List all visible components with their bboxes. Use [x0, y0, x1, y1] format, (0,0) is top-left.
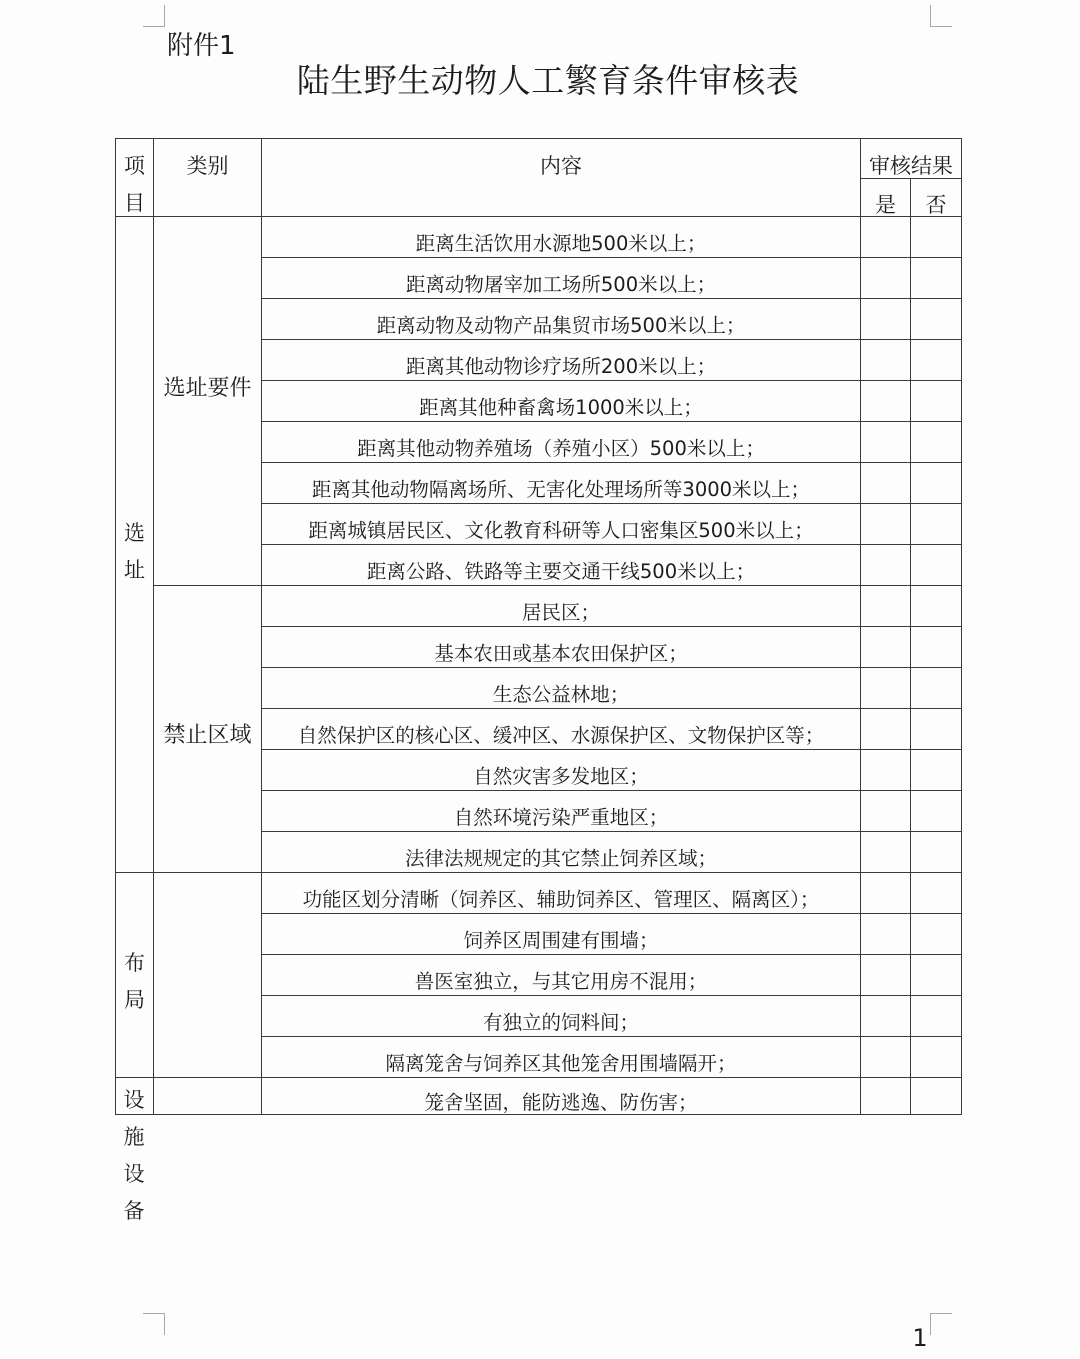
result-no-cell [911, 299, 962, 340]
result-no-cell [911, 381, 962, 422]
item-text-cell [262, 545, 861, 586]
result-no-cell [911, 914, 962, 955]
header-content-cell [262, 139, 861, 217]
result-no-cell [911, 873, 962, 914]
item-text-cell [262, 422, 861, 463]
item-text-cell [262, 832, 861, 873]
result-no-cell [911, 340, 962, 381]
result-no-cell [911, 545, 962, 586]
item-text-cell [262, 1078, 861, 1115]
item-text: 生态公益林地； [492, 683, 630, 706]
header-result-label: 审核结果 [869, 153, 953, 178]
result-yes-cell [861, 381, 911, 422]
item-text: 法律法规规定的其它禁止饲养区域； [404, 847, 717, 870]
result-yes-cell [861, 258, 911, 299]
item-text-cell [262, 258, 861, 299]
item-text-cell [262, 586, 861, 627]
crop-mark-top-right [930, 5, 952, 27]
result-yes-cell [861, 709, 911, 750]
item-text-cell [262, 340, 861, 381]
result-yes-cell [861, 914, 911, 955]
result-no-cell [911, 996, 962, 1037]
item-text: 功能区划分清晰（饲养区、辅助饲养区、管理区、隔离区）； [302, 888, 820, 911]
result-yes-cell [861, 1037, 911, 1078]
header-item-cell [116, 139, 154, 217]
item-text-cell [262, 504, 861, 545]
item-text: 自然环境污染严重地区； [453, 806, 669, 829]
result-yes-cell [861, 832, 911, 873]
page-number: 1 [912, 1324, 928, 1352]
result-yes-cell [861, 463, 911, 504]
item-text-cell [262, 627, 861, 668]
crop-mark-top-left [143, 5, 165, 27]
item-text-cell [262, 381, 861, 422]
crop-mark-bottom-left [143, 1313, 165, 1335]
item-text: 距离动物及动物产品集贸市场500米以上； [376, 314, 746, 337]
item-text: 居民区； [521, 601, 600, 624]
category-label-prohibited-areas: 禁止区域 [163, 723, 252, 748]
item-text: 基本农田或基本农田保护区； [434, 642, 688, 665]
crop-mark-bottom-right [930, 1313, 952, 1335]
result-yes-cell [861, 668, 911, 709]
result-no-cell [911, 791, 962, 832]
section-label-site: 选址 [124, 520, 145, 582]
header-category-cell [154, 139, 262, 217]
item-text: 距离动物屠宰加工场所500米以上； [405, 273, 717, 296]
review-table [115, 138, 962, 1115]
result-yes-cell [861, 627, 911, 668]
header-yes-cell [861, 179, 911, 217]
checklist-row [116, 1078, 962, 1115]
item-text-cell [262, 750, 861, 791]
result-no-cell [911, 586, 962, 627]
item-text-cell [262, 1037, 861, 1078]
item-text-cell [262, 791, 861, 832]
result-no-cell [911, 955, 962, 996]
item-text: 距离城镇居民区、文化教育科研等人口密集区500米以上； [308, 519, 814, 542]
result-yes-cell [861, 299, 911, 340]
result-yes-cell [861, 791, 911, 832]
result-yes-cell [861, 340, 911, 381]
result-yes-cell [861, 873, 911, 914]
table-header-row [116, 139, 962, 179]
header-yes-label: 是 [875, 192, 896, 217]
item-text: 距离生活饮用水源地500米以上； [415, 232, 707, 255]
result-yes-cell [861, 586, 911, 627]
checklist-row [116, 217, 962, 258]
result-no-cell [911, 217, 962, 258]
header-no-label: 否 [925, 192, 947, 217]
item-text-cell [262, 914, 861, 955]
checklist-row [116, 873, 962, 914]
category-cell-prohibited-areas [154, 586, 262, 873]
section-label-facilities: 设施设备 [123, 1088, 145, 1223]
result-no-cell [911, 1078, 962, 1115]
result-yes-cell [861, 504, 911, 545]
item-text: 自然保护区的核心区、缓冲区、水源保护区、文物保护区等； [297, 724, 825, 747]
result-no-cell [911, 422, 962, 463]
item-text: 距离其他动物诊疗场所200米以上； [405, 355, 717, 378]
item-text-cell [262, 463, 861, 504]
result-yes-cell [861, 422, 911, 463]
item-text-cell [262, 996, 861, 1037]
header-result-cell [861, 139, 962, 179]
result-yes-cell [861, 996, 911, 1037]
result-yes-cell [861, 1078, 911, 1115]
header-item-label: 项目 [124, 153, 145, 215]
category-cell-layout [154, 873, 262, 1078]
item-text: 饲养区周围建有围墙； [463, 929, 659, 952]
section-cell-layout [116, 873, 154, 1078]
item-text-cell [262, 709, 861, 750]
item-text: 隔离笼舍与饲养区其他笼舍用围墙隔开； [385, 1052, 737, 1075]
header-content-label: 内容 [540, 153, 582, 178]
category-cell-facilities [154, 1078, 262, 1115]
document-title: 陆生野生动物人工繁育条件审核表 [296, 61, 800, 100]
attachment-label: 附件1 [167, 31, 236, 61]
result-no-cell [911, 668, 962, 709]
item-text: 自然灾害多发地区； [473, 765, 649, 788]
result-yes-cell [861, 545, 911, 586]
item-text: 兽医室独立，与其它用房不混用； [414, 970, 708, 993]
item-text: 距离公路、铁路等主要交通干线500米以上； [366, 560, 756, 583]
result-yes-cell [861, 217, 911, 258]
item-text-cell [262, 873, 861, 914]
result-no-cell [911, 750, 962, 791]
result-no-cell [911, 463, 962, 504]
item-text: 距离其他动物隔离场所、无害化处理场所等3000米以上； [311, 478, 811, 501]
result-yes-cell [861, 750, 911, 791]
item-text-cell [262, 299, 861, 340]
category-cell-site-requirements [154, 217, 262, 586]
result-no-cell [911, 627, 962, 668]
result-no-cell [911, 258, 962, 299]
result-yes-cell [861, 955, 911, 996]
category-label-site-requirements: 选址要件 [163, 376, 252, 401]
item-text: 距离其他种畜禽场1000米以上； [419, 396, 703, 419]
item-text: 有独立的饲料间； [482, 1011, 639, 1034]
result-no-cell [911, 709, 962, 750]
item-text-cell [262, 955, 861, 996]
header-no-cell [911, 179, 962, 217]
header-category-label: 类别 [186, 153, 229, 178]
section-label-layout: 布局 [124, 951, 145, 1012]
result-no-cell [911, 504, 962, 545]
result-no-cell [911, 832, 962, 873]
item-text-cell [262, 217, 861, 258]
item-text: 笼舍坚固，能防逃逸、防伤害； [424, 1091, 698, 1114]
checklist-row [116, 586, 962, 627]
item-text: 距离其他动物养殖场（养殖小区）500米以上； [357, 437, 765, 460]
result-no-cell [911, 1037, 962, 1078]
section-cell-site [116, 217, 154, 873]
section-label-facilities-wrapper [115, 1082, 153, 1230]
item-text-cell [262, 668, 861, 709]
